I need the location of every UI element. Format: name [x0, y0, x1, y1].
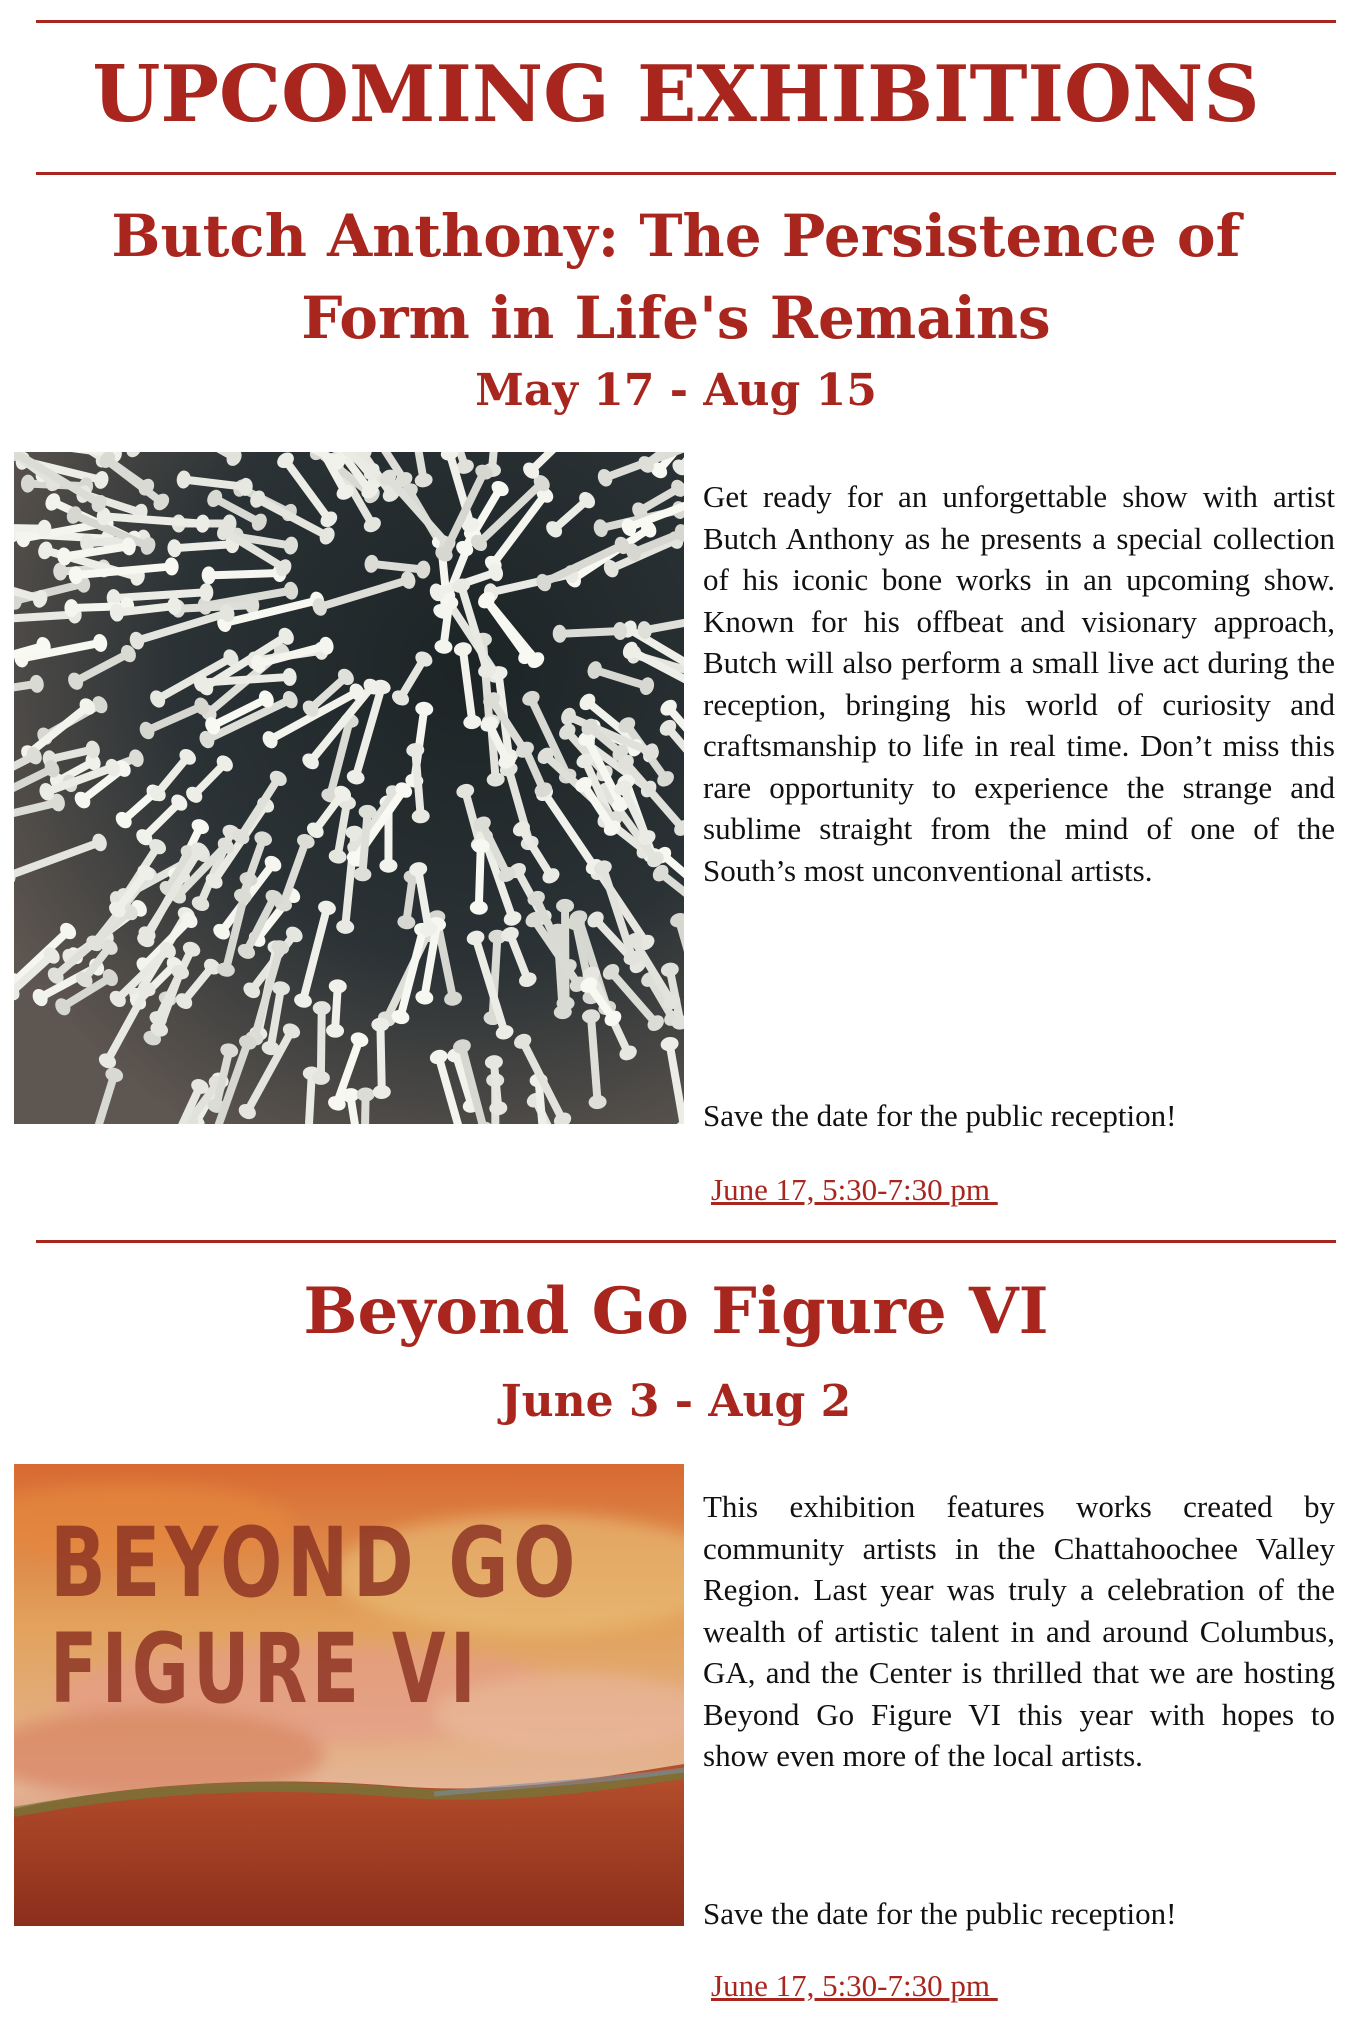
exhibition-2-reception-link[interactable]: June 17, 5:30-7:30 pm: [711, 1968, 998, 2003]
exhibition-1-title-line2: Form in Life's Remains: [301, 284, 1051, 352]
exhibition-2-description: This exhibition features works created by community artists in the Chattahoochee Valley Region. Last year was truly a celebration of the wealth of artistic talent in and around Columbus, GA, and the Center is thrilled that we are hosting Beyond Go Figure VI this year with hopes to show even more of the local artists.: [703, 1489, 1335, 1773]
exhibition-1-description: Get ready for an unforgettable show with artist Butch Anthony as he presents a special collection of his iconic bone works in an upcoming show. Known for his offbeat and visionary approach, Butch will also perform a small live act during the reception, bringing his world of curiosity and craftsmanship to life in real time. Don’t miss this rare opportunity to experience the strange and sublime straight from the mind of one of the South’s most unconventional artists.: [703, 479, 1335, 888]
exhibition-1-dates: May 17 - Aug 15: [475, 365, 877, 416]
page-title: UPCOMING EXHIBITIONS: [92, 49, 1260, 140]
poster-text-line1: BEYOND GO: [50, 1507, 580, 1619]
top-divider: [36, 20, 1336, 23]
exhibition-2-title: Beyond Go Figure VI: [303, 1274, 1049, 1349]
exhibition-1-title-line1: Butch Anthony: The Persistence of: [111, 202, 1241, 270]
exhibition-2-save-the-date: Save the date for the public reception!: [703, 1896, 1177, 1931]
title-divider: [36, 172, 1336, 175]
bone-sculpture-photo: [14, 452, 684, 1124]
exhibition-2-dates: June 3 - Aug 2: [500, 1376, 852, 1427]
poster-text-line2: FIGURE VI: [50, 1613, 480, 1725]
beyond-go-figure-poster: [14, 1464, 684, 1926]
exhibition-divider: [36, 1240, 1336, 1243]
exhibition-1-reception-link[interactable]: June 17, 5:30-7:30 pm: [711, 1172, 998, 1207]
exhibition-1-save-the-date: Save the date for the public reception!: [703, 1098, 1177, 1133]
